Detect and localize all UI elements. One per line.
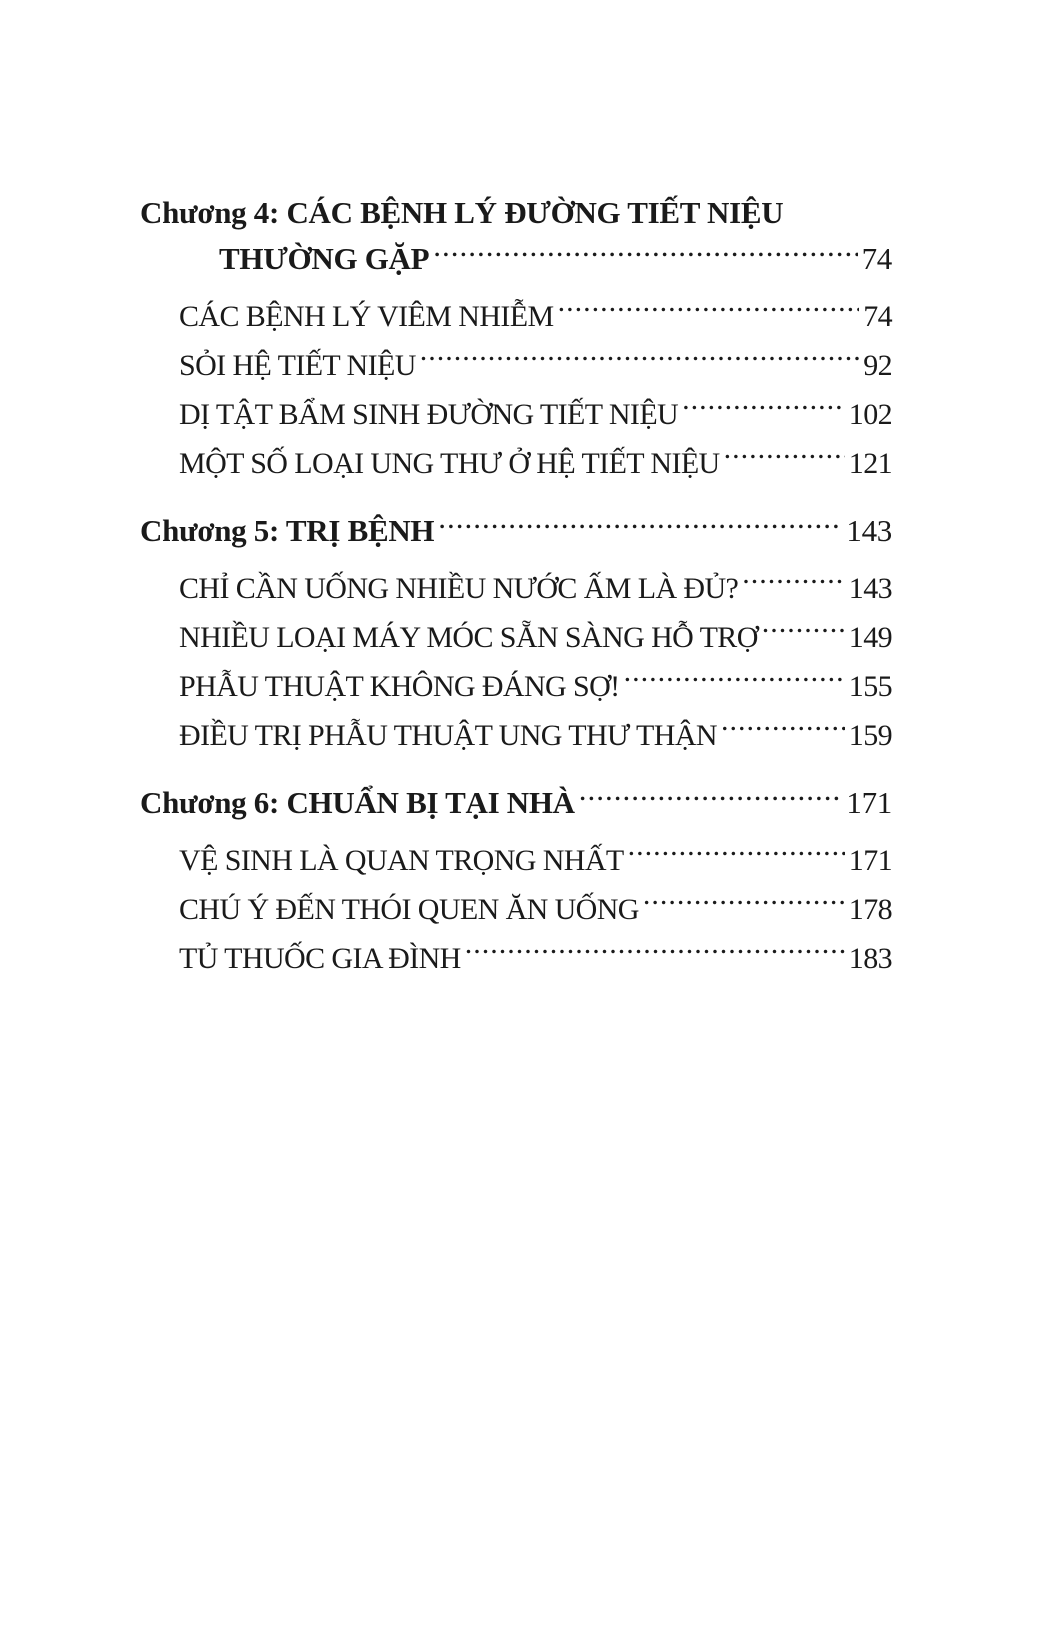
chapter-4 xyxy=(140,190,892,488)
toc-entry[interactable] xyxy=(140,711,892,760)
section-title: TỦ THUỐC GIA ĐÌNH xyxy=(179,942,461,975)
dot-leader xyxy=(624,666,845,696)
toc-entry[interactable] xyxy=(140,934,892,983)
chapter-5 xyxy=(140,508,892,760)
dot-leader xyxy=(579,782,843,813)
page-number: 74 xyxy=(863,300,892,333)
table-of-contents xyxy=(140,190,892,1003)
chapter-heading[interactable] xyxy=(140,508,892,554)
section-title: MỘT SỐ LOẠI UNG THƯ Ở HỆ TIẾT NIỆU xyxy=(179,447,720,480)
page-number: 143 xyxy=(848,572,892,605)
dot-leader xyxy=(420,345,859,375)
page-number: 183 xyxy=(848,942,892,975)
page-number: 159 xyxy=(848,719,892,752)
chapter-heading[interactable] xyxy=(140,780,892,826)
section-list xyxy=(140,564,892,760)
toc-entry[interactable] xyxy=(140,885,892,934)
section-title: CHÚ Ý ĐẾN THÓI QUEN ĂN UỐNG xyxy=(179,893,639,926)
dot-leader xyxy=(721,715,845,745)
dot-leader xyxy=(762,617,845,647)
page-number: 149 xyxy=(848,621,892,654)
toc-entry[interactable] xyxy=(140,564,892,613)
page-number: 171 xyxy=(846,785,892,820)
page-number: 143 xyxy=(846,513,892,548)
chapter-heading[interactable] xyxy=(140,190,892,282)
toc-entry[interactable] xyxy=(140,613,892,662)
section-title: CHỈ CẦN UỐNG NHIỀU NƯỚC ẤM LÀ ĐỦ? xyxy=(179,572,739,605)
section-list xyxy=(140,292,892,488)
dot-leader xyxy=(558,296,860,326)
toc-entry[interactable] xyxy=(140,836,892,885)
dot-leader xyxy=(628,840,845,870)
page-number: 74 xyxy=(861,241,892,276)
chapter-6 xyxy=(140,780,892,983)
toc-entry[interactable] xyxy=(140,292,892,341)
section-title: VỆ SINH LÀ QUAN TRỌNG NHẤT xyxy=(179,844,624,877)
dot-leader xyxy=(682,394,845,424)
page-number: 92 xyxy=(863,349,892,382)
dot-leader xyxy=(433,238,857,269)
page-number: 121 xyxy=(848,447,892,480)
page-number: 102 xyxy=(848,398,892,431)
dot-leader xyxy=(465,938,845,968)
page-number: 178 xyxy=(848,893,892,926)
dot-leader xyxy=(438,510,842,541)
toc-entry[interactable] xyxy=(140,439,892,488)
section-title: ĐIỀU TRỊ PHẪU THUẬT UNG THƯ THẬN xyxy=(179,719,717,752)
section-title: CÁC BỆNH LÝ VIÊM NHIỄM xyxy=(179,300,554,333)
section-title: NHIỀU LOẠI MÁY MÓC SẴN SÀNG HỖ TRỢ xyxy=(179,621,758,654)
section-list xyxy=(140,836,892,983)
section-title: PHẪU THUẬT KHÔNG ĐÁNG SỢ! xyxy=(179,670,620,703)
section-title: SỎI HỆ TIẾT NIỆU xyxy=(179,349,416,382)
dot-leader xyxy=(724,443,845,473)
dot-leader xyxy=(643,889,845,919)
page-number: 171 xyxy=(848,844,892,877)
toc-entry[interactable] xyxy=(140,662,892,711)
section-title: DỊ TẬT BẨM SINH ĐƯỜNG TIẾT NIỆU xyxy=(179,398,679,431)
chapter-title: Chương 6: CHUẨN BỊ TẠI NHÀ xyxy=(140,785,575,820)
chapter-title: Chương 5: TRỊ BỆNH xyxy=(140,513,435,548)
toc-entry[interactable] xyxy=(140,341,892,390)
chapter-title: Chương 4: CÁC BỆNH LÝ ĐƯỜNG TIẾT NIỆU xyxy=(140,195,784,230)
chapter-title-continued: THƯỜNG GẶP xyxy=(219,241,430,276)
toc-entry[interactable] xyxy=(140,390,892,439)
page-number: 155 xyxy=(848,670,892,703)
dot-leader xyxy=(742,568,845,598)
